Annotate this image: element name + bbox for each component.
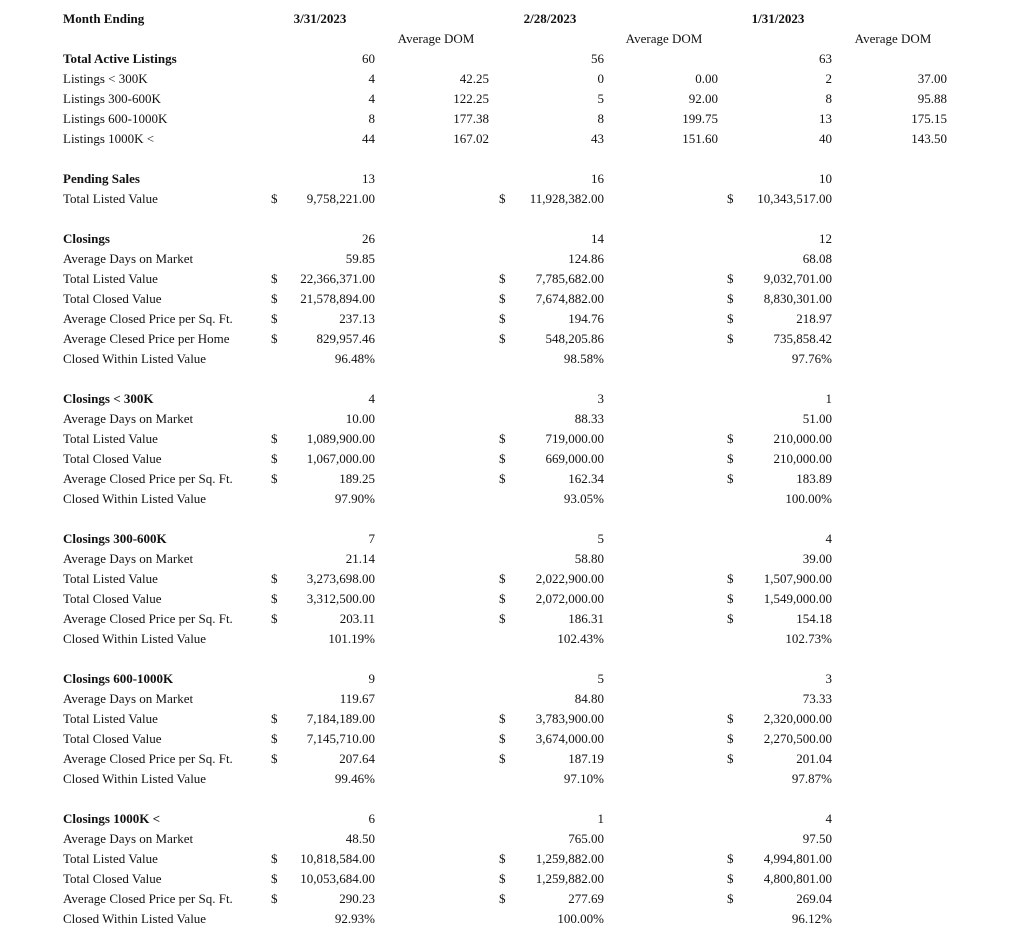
cell-value: 97.87%: [791, 771, 832, 786]
cell-value: 4,994,801.00: [763, 851, 832, 866]
cell-value: 97.76%: [791, 351, 832, 366]
cell-value: 7,145,710.00: [306, 731, 375, 746]
row-label: Closed Within Listed Value: [63, 351, 207, 366]
cell-value: 84.80: [574, 691, 604, 706]
dollar-sign: $: [499, 711, 506, 726]
dollar-sign: $: [271, 451, 278, 466]
row-label: Total Listed Value: [63, 271, 158, 286]
cell-value: 39.00: [802, 551, 832, 566]
section-title: Closings 1000K <: [63, 811, 160, 826]
section-total: 5: [597, 671, 604, 686]
listing-count: 5: [597, 91, 604, 106]
cell-value: 11,928,382.00: [529, 191, 604, 206]
cell-value: 1,259,882.00: [535, 871, 604, 886]
cell-value: 10.00: [345, 411, 375, 426]
section-title: Pending Sales: [63, 171, 140, 186]
average-dom-value: 143.50: [911, 131, 947, 146]
row-label: Total Listed Value: [63, 851, 158, 866]
dollar-sign: $: [271, 731, 278, 746]
average-dom-header-3: Average DOM: [854, 31, 932, 46]
section-title: Closings 600-1000K: [63, 671, 174, 686]
cell-value: 186.31: [568, 611, 604, 626]
dollar-sign: $: [727, 871, 734, 886]
cell-value: 765.00: [568, 831, 604, 846]
average-dom-value: 92.00: [688, 91, 718, 106]
cell-value: 7,184,189.00: [306, 711, 375, 726]
cell-value: 97.90%: [334, 491, 375, 506]
section-total: 1: [597, 811, 604, 826]
section-total: 16: [591, 171, 604, 186]
section-title: Closings: [63, 231, 110, 246]
cell-value: 2,270,500.00: [763, 731, 832, 746]
dollar-sign: $: [271, 711, 278, 726]
row-label: Average Clesed Price per Home: [63, 331, 230, 346]
cell-value: 7,785,682.00: [535, 271, 604, 286]
row-label: Listings 1000K <: [63, 131, 155, 146]
cell-value: 162.34: [568, 471, 604, 486]
section-total: 9: [368, 671, 375, 686]
cell-value: 98.58%: [563, 351, 604, 366]
cell-value: 1,507,900.00: [763, 571, 832, 586]
section-title: Closings < 300K: [63, 391, 154, 406]
dollar-sign: $: [271, 851, 278, 866]
cell-value: 669,000.00: [545, 451, 604, 466]
dollar-sign: $: [271, 311, 278, 326]
cell-value: 4,800,801.00: [763, 871, 832, 886]
cell-value: 96.48%: [334, 351, 375, 366]
dollar-sign: $: [727, 431, 734, 446]
row-label: Total Closed Value: [63, 871, 162, 886]
section-total: 5: [597, 531, 604, 546]
dollar-sign: $: [499, 851, 506, 866]
dollar-sign: $: [499, 431, 506, 446]
column-date-1: 3/31/2023: [293, 11, 347, 26]
row-label: Total Listed Value: [63, 571, 158, 586]
row-label: Average Days on Market: [63, 691, 194, 706]
cell-value: 218.97: [796, 311, 832, 326]
section-total: 13: [362, 171, 375, 186]
dollar-sign: $: [727, 591, 734, 606]
cell-value: 102.43%: [557, 631, 604, 646]
cell-value: 58.80: [574, 551, 604, 566]
row-label: Closed Within Listed Value: [63, 491, 207, 506]
cell-value: 10,053,684.00: [300, 871, 375, 886]
listing-count: 8: [368, 111, 375, 126]
listing-count: 4: [368, 91, 375, 106]
dollar-sign: $: [499, 311, 506, 326]
cell-value: 829,957.46: [316, 331, 375, 346]
cell-value: 154.18: [796, 611, 832, 626]
cell-value: 548,205.86: [545, 331, 604, 346]
section-total: 4: [825, 811, 832, 826]
listing-count: 13: [819, 111, 832, 126]
row-label: Average Closed Price per Sq. Ft.: [63, 471, 233, 486]
dollar-sign: $: [271, 471, 278, 486]
section-total: 63: [819, 51, 832, 66]
cell-value: 201.04: [796, 751, 832, 766]
dollar-sign: $: [499, 271, 506, 286]
cell-value: 51.00: [802, 411, 832, 426]
row-label: Total Listed Value: [63, 191, 158, 206]
average-dom-value: 42.25: [459, 71, 489, 86]
row-label: Average Days on Market: [63, 251, 194, 266]
dollar-sign: $: [727, 191, 734, 206]
average-dom-value: 122.25: [453, 91, 489, 106]
cell-value: 8,830,301.00: [763, 291, 832, 306]
cell-value: 3,783,900.00: [535, 711, 604, 726]
dollar-sign: $: [499, 891, 506, 906]
section-total: 26: [362, 231, 375, 246]
cell-value: 719,000.00: [545, 431, 604, 446]
listing-count: 0: [597, 71, 604, 86]
listing-count: 2: [825, 71, 832, 86]
dollar-sign: $: [727, 451, 734, 466]
row-label: Average Closed Price per Sq. Ft.: [63, 891, 233, 906]
row-label: Average Days on Market: [63, 831, 194, 846]
section-total: 12: [819, 231, 832, 246]
dollar-sign: $: [271, 871, 278, 886]
average-dom-value: 167.02: [453, 131, 489, 146]
cell-value: 277.69: [568, 891, 604, 906]
dollar-sign: $: [727, 751, 734, 766]
cell-value: 3,674,000.00: [535, 731, 604, 746]
section-total: 56: [591, 51, 604, 66]
cell-value: 22,366,371.00: [300, 271, 375, 286]
cell-value: 97.50: [802, 831, 832, 846]
section-total: 1: [825, 391, 832, 406]
average-dom-header-2: Average DOM: [625, 31, 703, 46]
cell-value: 183.89: [796, 471, 832, 486]
dollar-sign: $: [727, 891, 734, 906]
dollar-sign: $: [727, 611, 734, 626]
cell-value: 187.19: [568, 751, 604, 766]
cell-value: 59.85: [345, 251, 375, 266]
average-dom-value: 0.00: [695, 71, 718, 86]
dollar-sign: $: [271, 191, 278, 206]
section-total: 4: [825, 531, 832, 546]
row-label: Closed Within Listed Value: [63, 771, 207, 786]
dollar-sign: $: [271, 571, 278, 586]
row-label: Total Closed Value: [63, 451, 162, 466]
dollar-sign: $: [727, 851, 734, 866]
row-label: Total Closed Value: [63, 291, 162, 306]
cell-value: 9,032,701.00: [763, 271, 832, 286]
section-total: 7: [368, 531, 375, 546]
cell-value: 2,320,000.00: [763, 711, 832, 726]
section-total: 14: [591, 231, 604, 246]
cell-value: 1,259,882.00: [535, 851, 604, 866]
cell-value: 21.14: [345, 551, 375, 566]
dollar-sign: $: [271, 611, 278, 626]
cell-value: 3,273,698.00: [306, 571, 375, 586]
dollar-sign: $: [727, 731, 734, 746]
cell-value: 119.67: [339, 691, 375, 706]
dollar-sign: $: [499, 591, 506, 606]
cell-value: 88.33: [574, 411, 604, 426]
average-dom-value: 95.88: [917, 91, 947, 106]
average-dom-value: 151.60: [682, 131, 718, 146]
dollar-sign: $: [271, 891, 278, 906]
dollar-sign: $: [727, 311, 734, 326]
row-label: Listings < 300K: [63, 71, 148, 86]
row-label: Average Closed Price per Sq. Ft.: [63, 751, 233, 766]
cell-value: 3,312,500.00: [306, 591, 375, 606]
row-label: Average Closed Price per Sq. Ft.: [63, 311, 233, 326]
dollar-sign: $: [499, 571, 506, 586]
cell-value: 102.73%: [785, 631, 832, 646]
cell-value: 48.50: [345, 831, 375, 846]
average-dom-value: 199.75: [682, 111, 718, 126]
cell-value: 100.00%: [785, 491, 832, 506]
dollar-sign: $: [499, 191, 506, 206]
row-label: Average Closed Price per Sq. Ft.: [63, 611, 233, 626]
cell-value: 735,858.42: [773, 331, 832, 346]
dollar-sign: $: [271, 291, 278, 306]
row-label: Average Days on Market: [63, 411, 194, 426]
cell-value: 10,343,517.00: [757, 191, 832, 206]
cell-value: 73.33: [802, 691, 832, 706]
cell-value: 237.13: [339, 311, 375, 326]
section-title: Closings 300-600K: [63, 531, 167, 546]
dollar-sign: $: [499, 611, 506, 626]
section-total: 3: [825, 671, 832, 686]
dollar-sign: $: [727, 711, 734, 726]
cell-value: 92.93%: [334, 911, 375, 926]
listing-count: 8: [597, 111, 604, 126]
listing-count: 44: [362, 131, 375, 146]
cell-value: 124.86: [568, 251, 604, 266]
cell-value: 10,818,584.00: [300, 851, 375, 866]
section-total: 4: [368, 391, 375, 406]
cell-value: 99.46%: [334, 771, 375, 786]
row-label: Total Closed Value: [63, 591, 162, 606]
row-label: Average Days on Market: [63, 551, 194, 566]
section-total: 60: [362, 51, 375, 66]
dollar-sign: $: [499, 471, 506, 486]
dollar-sign: $: [499, 731, 506, 746]
listing-count: 8: [825, 91, 832, 106]
row-label: Listings 300-600K: [63, 91, 161, 106]
cell-value: 9,758,221.00: [306, 191, 375, 206]
cell-value: 210,000.00: [773, 431, 832, 446]
cell-value: 269.04: [796, 891, 832, 906]
cell-value: 68.08: [802, 251, 832, 266]
section-total: 6: [368, 811, 375, 826]
dollar-sign: $: [271, 271, 278, 286]
cell-value: 203.11: [339, 611, 375, 626]
average-dom-header-1: Average DOM: [397, 31, 475, 46]
section-title: Total Active Listings: [63, 51, 177, 66]
dollar-sign: $: [499, 451, 506, 466]
cell-value: 1,549,000.00: [763, 591, 832, 606]
average-dom-value: 37.00: [917, 71, 947, 86]
average-dom-value: 177.38: [453, 111, 489, 126]
dollar-sign: $: [271, 431, 278, 446]
cell-value: 1,089,900.00: [306, 431, 375, 446]
cell-value: 100.00%: [557, 911, 604, 926]
cell-value: 96.12%: [791, 911, 832, 926]
dollar-sign: $: [727, 331, 734, 346]
cell-value: 2,022,900.00: [535, 571, 604, 586]
row-label: Total Listed Value: [63, 431, 158, 446]
cell-value: 21,578,894.00: [300, 291, 375, 306]
dollar-sign: $: [499, 331, 506, 346]
cell-value: 194.76: [568, 311, 604, 326]
dollar-sign: $: [499, 751, 506, 766]
dollar-sign: $: [727, 471, 734, 486]
column-date-2: 2/28/2023: [523, 11, 577, 26]
dollar-sign: $: [271, 591, 278, 606]
cell-value: 210,000.00: [773, 451, 832, 466]
dollar-sign: $: [499, 871, 506, 886]
section-total: 10: [819, 171, 832, 186]
cell-value: 290.23: [339, 891, 375, 906]
cell-value: 189.25: [339, 471, 375, 486]
column-date-3: 1/31/2023: [751, 11, 805, 26]
row-label: Closed Within Listed Value: [63, 911, 207, 926]
section-total: 3: [597, 391, 604, 406]
cell-value: 101.19%: [328, 631, 375, 646]
dollar-sign: $: [499, 291, 506, 306]
cell-value: 207.64: [339, 751, 375, 766]
average-dom-value: 175.15: [911, 111, 947, 126]
listing-count: 4: [368, 71, 375, 86]
cell-value: 1,067,000.00: [306, 451, 375, 466]
listing-count: 43: [591, 131, 604, 146]
dollar-sign: $: [271, 331, 278, 346]
cell-value: 2,072,000.00: [535, 591, 604, 606]
row-label: Total Closed Value: [63, 731, 162, 746]
row-label: Closed Within Listed Value: [63, 631, 207, 646]
cell-value: 7,674,882.00: [535, 291, 604, 306]
row-label: Listings 600-1000K: [63, 111, 168, 126]
cell-value: 93.05%: [563, 491, 604, 506]
dollar-sign: $: [727, 291, 734, 306]
cell-value: 97.10%: [563, 771, 604, 786]
dollar-sign: $: [271, 751, 278, 766]
listing-count: 40: [819, 131, 832, 146]
dollar-sign: $: [727, 571, 734, 586]
month-ending-label: Month Ending: [63, 11, 145, 26]
row-label: Total Listed Value: [63, 711, 158, 726]
dollar-sign: $: [727, 271, 734, 286]
